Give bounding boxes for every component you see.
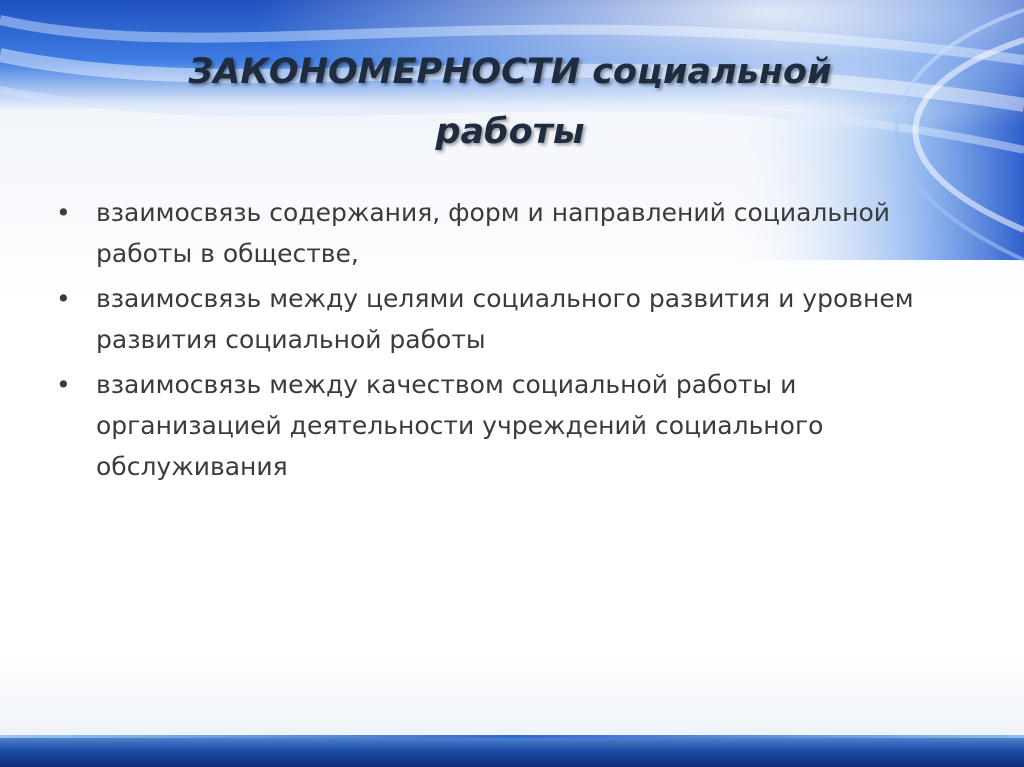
bullet-text-1: взаимосвязь содержания, форм и направлений социальной работы в обществе,	[96, 198, 891, 268]
bullet-item-2	[56, 278, 926, 360]
bullet-item-1	[56, 192, 926, 274]
bullet-icon: •	[56, 370, 71, 399]
bullet-icon: •	[56, 284, 71, 313]
bottom-bar	[0, 735, 1024, 767]
bullet-item-3	[56, 364, 926, 487]
bullet-list	[56, 192, 926, 491]
bottom-bar-highlight	[0, 735, 1024, 738]
bullet-icon: •	[56, 198, 71, 227]
bullet-text-3: взаимосвязь между качеством социальной работы и организацией деятельности учреждений социального обслуживания	[96, 370, 824, 481]
slide-title: ЗАКОНОМЕРНОСТИ социальной работы	[188, 52, 832, 152]
bullet-text-2: взаимосвязь между целями социального развития и уровнем развития социальной работы	[96, 284, 914, 354]
